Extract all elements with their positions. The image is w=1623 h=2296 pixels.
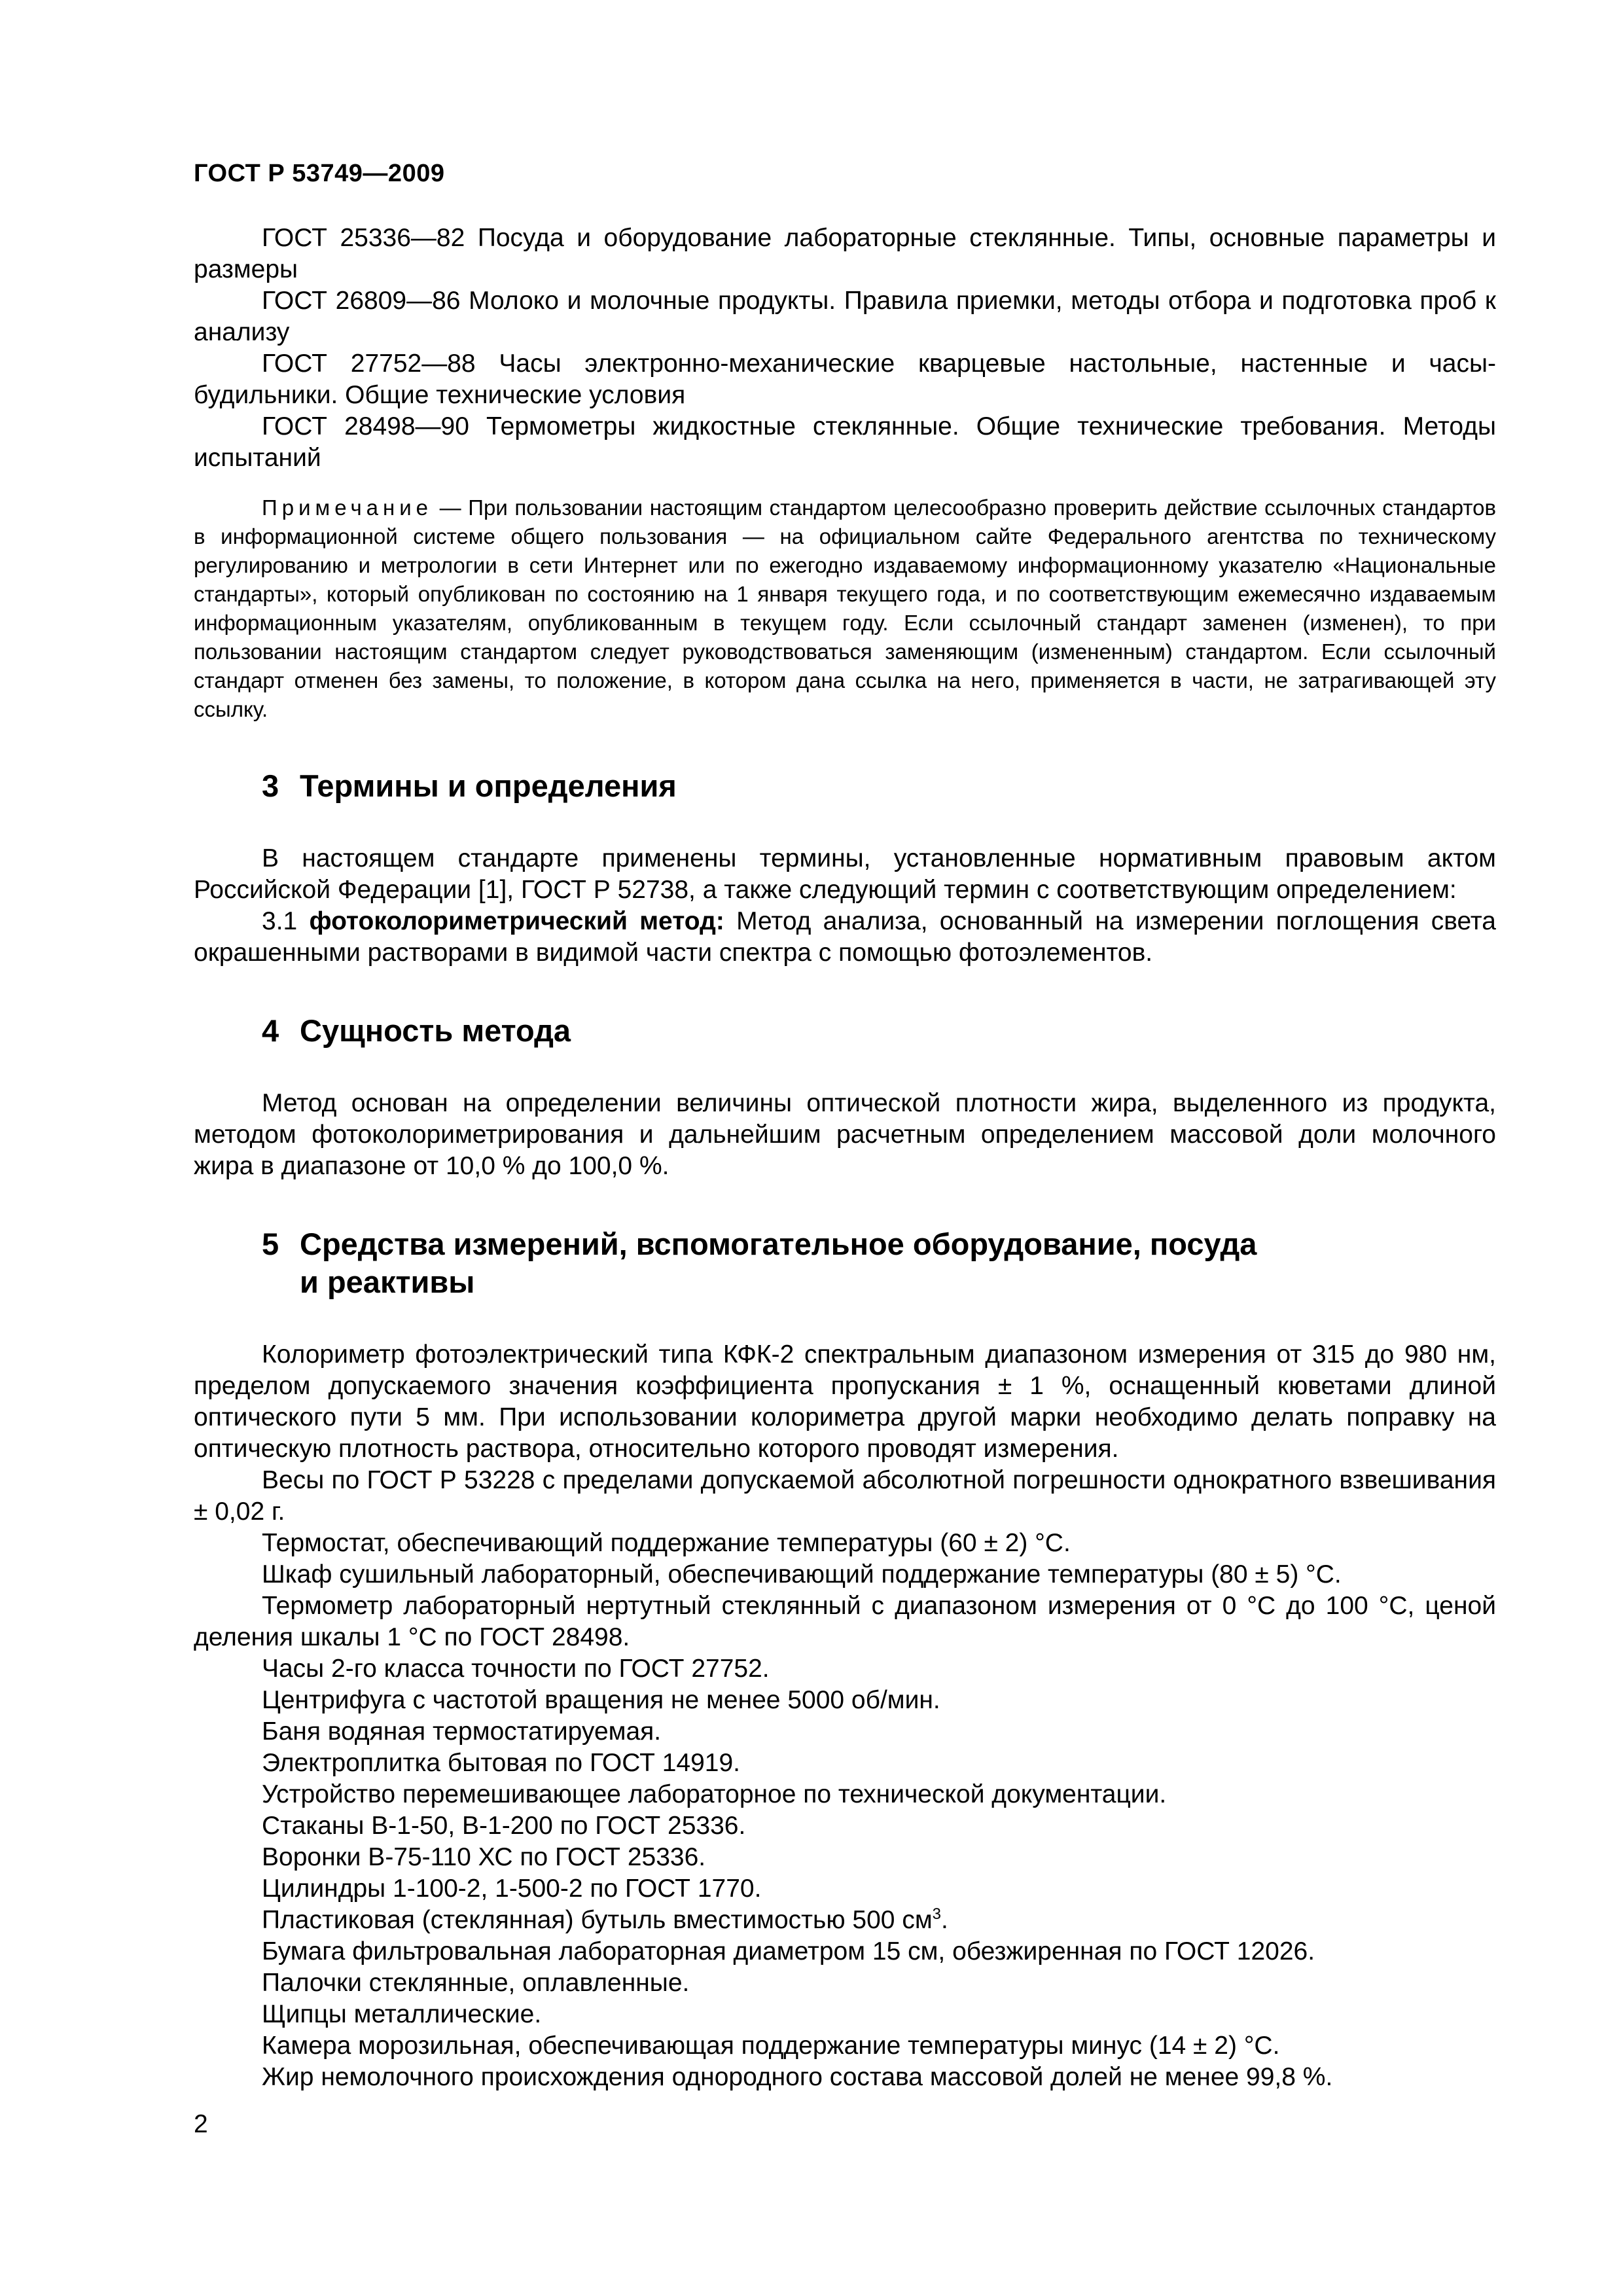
reference-item: ГОСТ 26809—86 Молоко и молочные продукты. Правила приемки, методы отбора и подготовка проб к анализу: [194, 287, 1496, 346]
document-header: ГОСТ Р 53749—2009: [194, 160, 445, 187]
equipment-item: Стаканы В-1-50, В-1-200 по ГОСТ 25336.: [262, 1812, 746, 1840]
term-number: 3.1: [262, 907, 310, 935]
equipment-item: Шкаф сушильный лабораторный, обеспечивающий поддержание температуры (80 ± 5) °С.: [262, 1560, 1342, 1588]
section-3-heading: [194, 767, 1496, 805]
reference-item: ГОСТ 28498—90 Термометры жидкостные стеклянные. Общие технические требования. Методы испытаний: [194, 412, 1496, 472]
reference-item: ГОСТ 27752—88 Часы электронно-механические кварцевые настольные, настенные и часы-будильники. Общие технические условия: [194, 350, 1496, 409]
equipment-list: [194, 1339, 1496, 2093]
equipment-item: Термометр лабораторный нертутный стеклянный с диапазоном измерения от 0 °С до 100 °С, ценой деления шкалы 1 °С по ГОСТ 28498.: [194, 1592, 1496, 1651]
equipment-item: Воронки В-75-110 ХС по ГОСТ 25336.: [262, 1843, 706, 1871]
section-title: Сущность метода: [300, 1013, 571, 1048]
section-4-heading: [194, 1012, 1496, 1050]
section-title-continued: и реактивы: [300, 1265, 475, 1299]
references-list: [194, 223, 1496, 474]
note-block: [194, 493, 1496, 724]
section-number: 5: [262, 1227, 279, 1261]
term-definition: [194, 906, 1496, 969]
note-text: — При пользовании настоящим стандартом целесообразно проверить действие ссылочных стандартов в информационной системе общего пользования — на официальном сайте Федерального агентства по техническому регулированию и метрологии в сети Интернет или по ежегодно издаваемому информационному указателю «Национальные стандарты», который опубликован по состоянию на 1 января текущего года, и по соответствующим ежемесячно издаваемым информационным указателям, опубликованным в текущем году. Если ссылочный стандарт заменен (изменен), то при пользовании настоящим стандартом следует руководствоваться заменяющим (измененным) стандартом. Если ссылочный стандарт отменен без замены, то положение, в котором дана ссылка на него, применяется в части, не затрагивающей эту ссылку.: [194, 495, 1496, 721]
equipment-item: Цилиндры 1-100-2, 1-500-2 по ГОСТ 1770.: [262, 1874, 762, 1903]
equipment-item: Палочки стеклянные, оплавленные.: [262, 1969, 690, 1997]
equipment-item: Весы по ГОСТ Р 53228 с пределами допускаемой абсолютной погрешности однократного взвешивания ± 0,02 г.: [194, 1466, 1496, 1526]
section-title: Термины и определения: [300, 768, 677, 803]
equipment-item: Бумага фильтровальная лабораторная диаметром 15 см, обезжиренная по ГОСТ 12026.: [262, 1937, 1315, 1965]
equipment-item: Термостат, обеспечивающий поддержание температуры (60 ± 2) °С.: [262, 1529, 1071, 1557]
superscript: 3: [932, 1905, 941, 1923]
note-label: Примечание: [262, 495, 433, 520]
page-content: [194, 223, 1496, 2093]
equipment-item-text: Пластиковая (стеклянная) бутыль вместимостью 500 см: [262, 1906, 933, 1934]
punctuation: .: [941, 1906, 948, 1934]
section-number: 3: [262, 768, 279, 803]
equipment-item: Часы 2-го класса точности по ГОСТ 27752.: [262, 1655, 770, 1683]
equipment-item: Камера морозильная, обеспечивающая поддержание температуры минус (14 ± 2) °С.: [262, 2032, 1280, 2060]
page-number: 2: [194, 2110, 208, 2138]
section-title: Средства измерений, вспомогательное оборудование, посуда: [300, 1227, 1257, 1261]
equipment-item: Щипцы металлические.: [262, 2000, 542, 2028]
equipment-item: Колориметр фотоэлектрический типа КФК-2 спектральным диапазоном измерения от 315 до 980 нм, пределом допускаемого значения коэффициента пропускания ± 1 %, оснащенный кюветами длиной оптического пути 5 мм. При использовании колориметра другой марки необходимо делать поправку на оптическую плотность раствора, относительно которого проводят измерения.: [194, 1340, 1496, 1463]
equipment-item: Электроплитка бытовая по ГОСТ 14919.: [262, 1749, 741, 1777]
equipment-item: [194, 1905, 1496, 1936]
equipment-item: Центрифуга с частотой вращения не менее 5000 об/мин.: [262, 1686, 940, 1714]
equipment-item: Устройство перемешивающее лабораторное по технической документации.: [262, 1780, 1167, 1808]
term-text: Метод анализа, основанный на измерении поглощения света окрашенными растворами в видимой части спектра с помощью фотоэлементов.: [194, 907, 1497, 967]
section-4-text: Метод основан на определении величины оптической плотности жира, выделенного из продукта, методом фотоколориметрирования и дальнейшим расчетным определением массовой доли молочного жира в диапазоне от 10,0 % до 100,0 %.: [194, 1089, 1496, 1180]
equipment-item: Жир немолочного происхождения однородного состава массовой долей не менее 99,8 %.: [262, 2063, 1333, 2091]
reference-item: ГОСТ 25336—82 Посуда и оборудование лабораторные стеклянные. Типы, основные параметры и размеры: [194, 224, 1496, 283]
section-3-intro: В настоящем стандарте применены термины, установленные нормативным правовым актом Российской Федерации [1], ГОСТ Р 52738, а также следующий термин с соответствующим определением:: [194, 844, 1496, 904]
equipment-item: Баня водяная термостатируемая.: [262, 1717, 662, 1746]
section-number: 4: [262, 1013, 279, 1048]
section-5-heading: [194, 1225, 1496, 1301]
term-name: фотоколориметрический метод:: [309, 907, 724, 935]
